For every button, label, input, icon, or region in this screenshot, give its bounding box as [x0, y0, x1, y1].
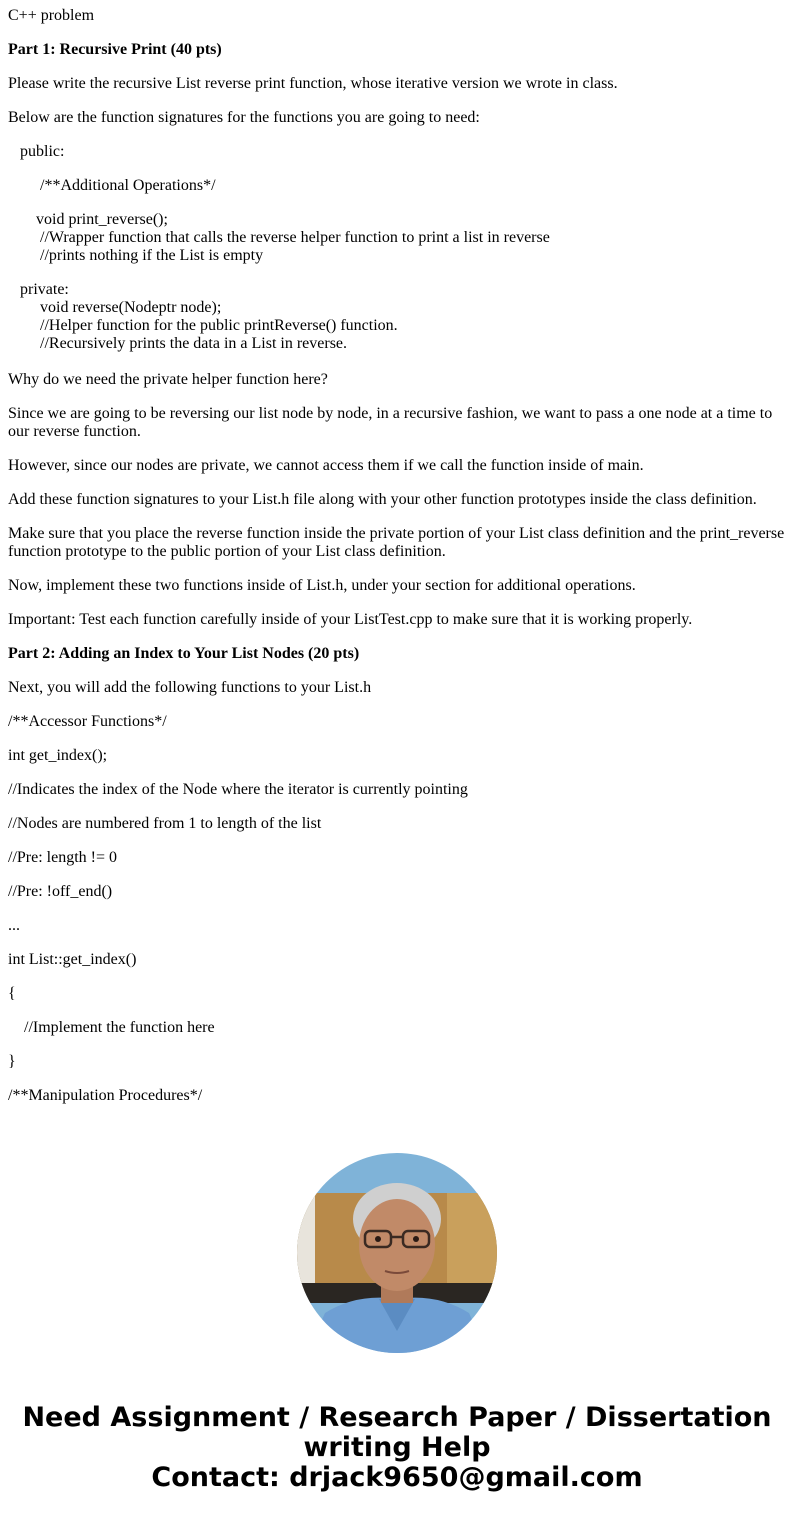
manipulation-comment: /**Manipulation Procedures*/: [8, 1087, 203, 1104]
accessor-comment: /**Accessor Functions*/: [8, 713, 167, 730]
additional-ops-comment: /**Additional Operations*/: [40, 177, 216, 194]
get-index-signature: int get_index();: [8, 747, 108, 764]
open-brace: {: [8, 985, 16, 1002]
important-note: Important: Test each function carefully inside of your ListTest.cpp to make sure that it is working properly.: [8, 611, 693, 628]
avatar-face: [359, 1199, 435, 1291]
avatar-switchboard: [297, 1193, 315, 1293]
avatar-eye-left: [375, 1236, 381, 1242]
part2-heading: Part 2: Adding an Index to Your List Nodes (20 pts): [8, 645, 360, 662]
why-answer-2: However, since our nodes are private, we cannot access them if we call the function inside of main.: [8, 457, 644, 474]
index-comment: //Indicates the index of the Node where the iterator is currently pointing: [8, 781, 468, 798]
document-body: [8, 7, 788, 1121]
promo-banner: [0, 1403, 794, 1493]
part1-intro: Please write the recursive List reverse print function, whose iterative version we wrote in class.: [8, 75, 618, 92]
close-brace: }: [8, 1053, 16, 1070]
public-label: public:: [20, 143, 65, 160]
promo-contact: Contact: drjack9650@gmail.com: [151, 1462, 643, 1493]
avatar-carving: [447, 1193, 497, 1293]
reverse-comment-1: //Helper function for the public printReverse() function.: [40, 317, 398, 334]
precondition-2: //Pre: !off_end(): [8, 883, 113, 900]
avatar-eye-right: [413, 1236, 419, 1242]
avatar: [297, 1153, 497, 1353]
reverse-comment-2: //Recursively prints the data in a List in reverse.: [40, 335, 348, 352]
signatures-intro: Below are the function signatures for the functions you are going to need:: [8, 109, 480, 126]
reverse-signature: void reverse(Nodeptr node);: [40, 299, 222, 316]
precondition-1: //Pre: length != 0: [8, 849, 118, 866]
numbered-comment: //Nodes are numbered from 1 to length of the list: [8, 815, 322, 832]
private-label: private:: [20, 281, 69, 298]
implement-instruction: Now, implement these two functions inside of List.h, under your section for additional operations.: [8, 577, 636, 594]
why-answer-1: Since we are going to be reversing our list node by node, in a recursive fashion, we want to pass a one node at a time to our reverse function.: [8, 405, 777, 440]
part2-intro: Next, you will add the following functions to your List.h: [8, 679, 372, 696]
document-title: C++ problem: [8, 7, 95, 24]
promo-line-2: writing Help: [303, 1432, 491, 1463]
placement-instruction: Make sure that you place the reverse function inside the private portion of your List class definition and the print_reverse function prototype to the public portion of your List class definition.: [8, 525, 789, 560]
add-signatures-instruction: Add these function signatures to your List.h file along with your other function prototypes inside the class definition.: [8, 491, 757, 508]
print-reverse-comment-2: //prints nothing if the List is empty: [40, 247, 264, 264]
impl-signature: int List::get_index(): [8, 951, 137, 968]
ellipsis: ...: [8, 917, 20, 934]
print-reverse-signature: void print_reverse();: [36, 211, 168, 228]
avatar-portrait: [297, 1153, 497, 1353]
impl-comment: //Implement the function here: [24, 1019, 215, 1036]
promo-line-1: Need Assignment / Research Paper / Dissertation: [22, 1402, 772, 1433]
why-question: Why do we need the private helper function here?: [8, 371, 328, 388]
print-reverse-comment-1: //Wrapper function that calls the reverse helper function to print a list in reverse: [40, 229, 550, 246]
part1-heading: Part 1: Recursive Print (40 pts): [8, 41, 222, 58]
